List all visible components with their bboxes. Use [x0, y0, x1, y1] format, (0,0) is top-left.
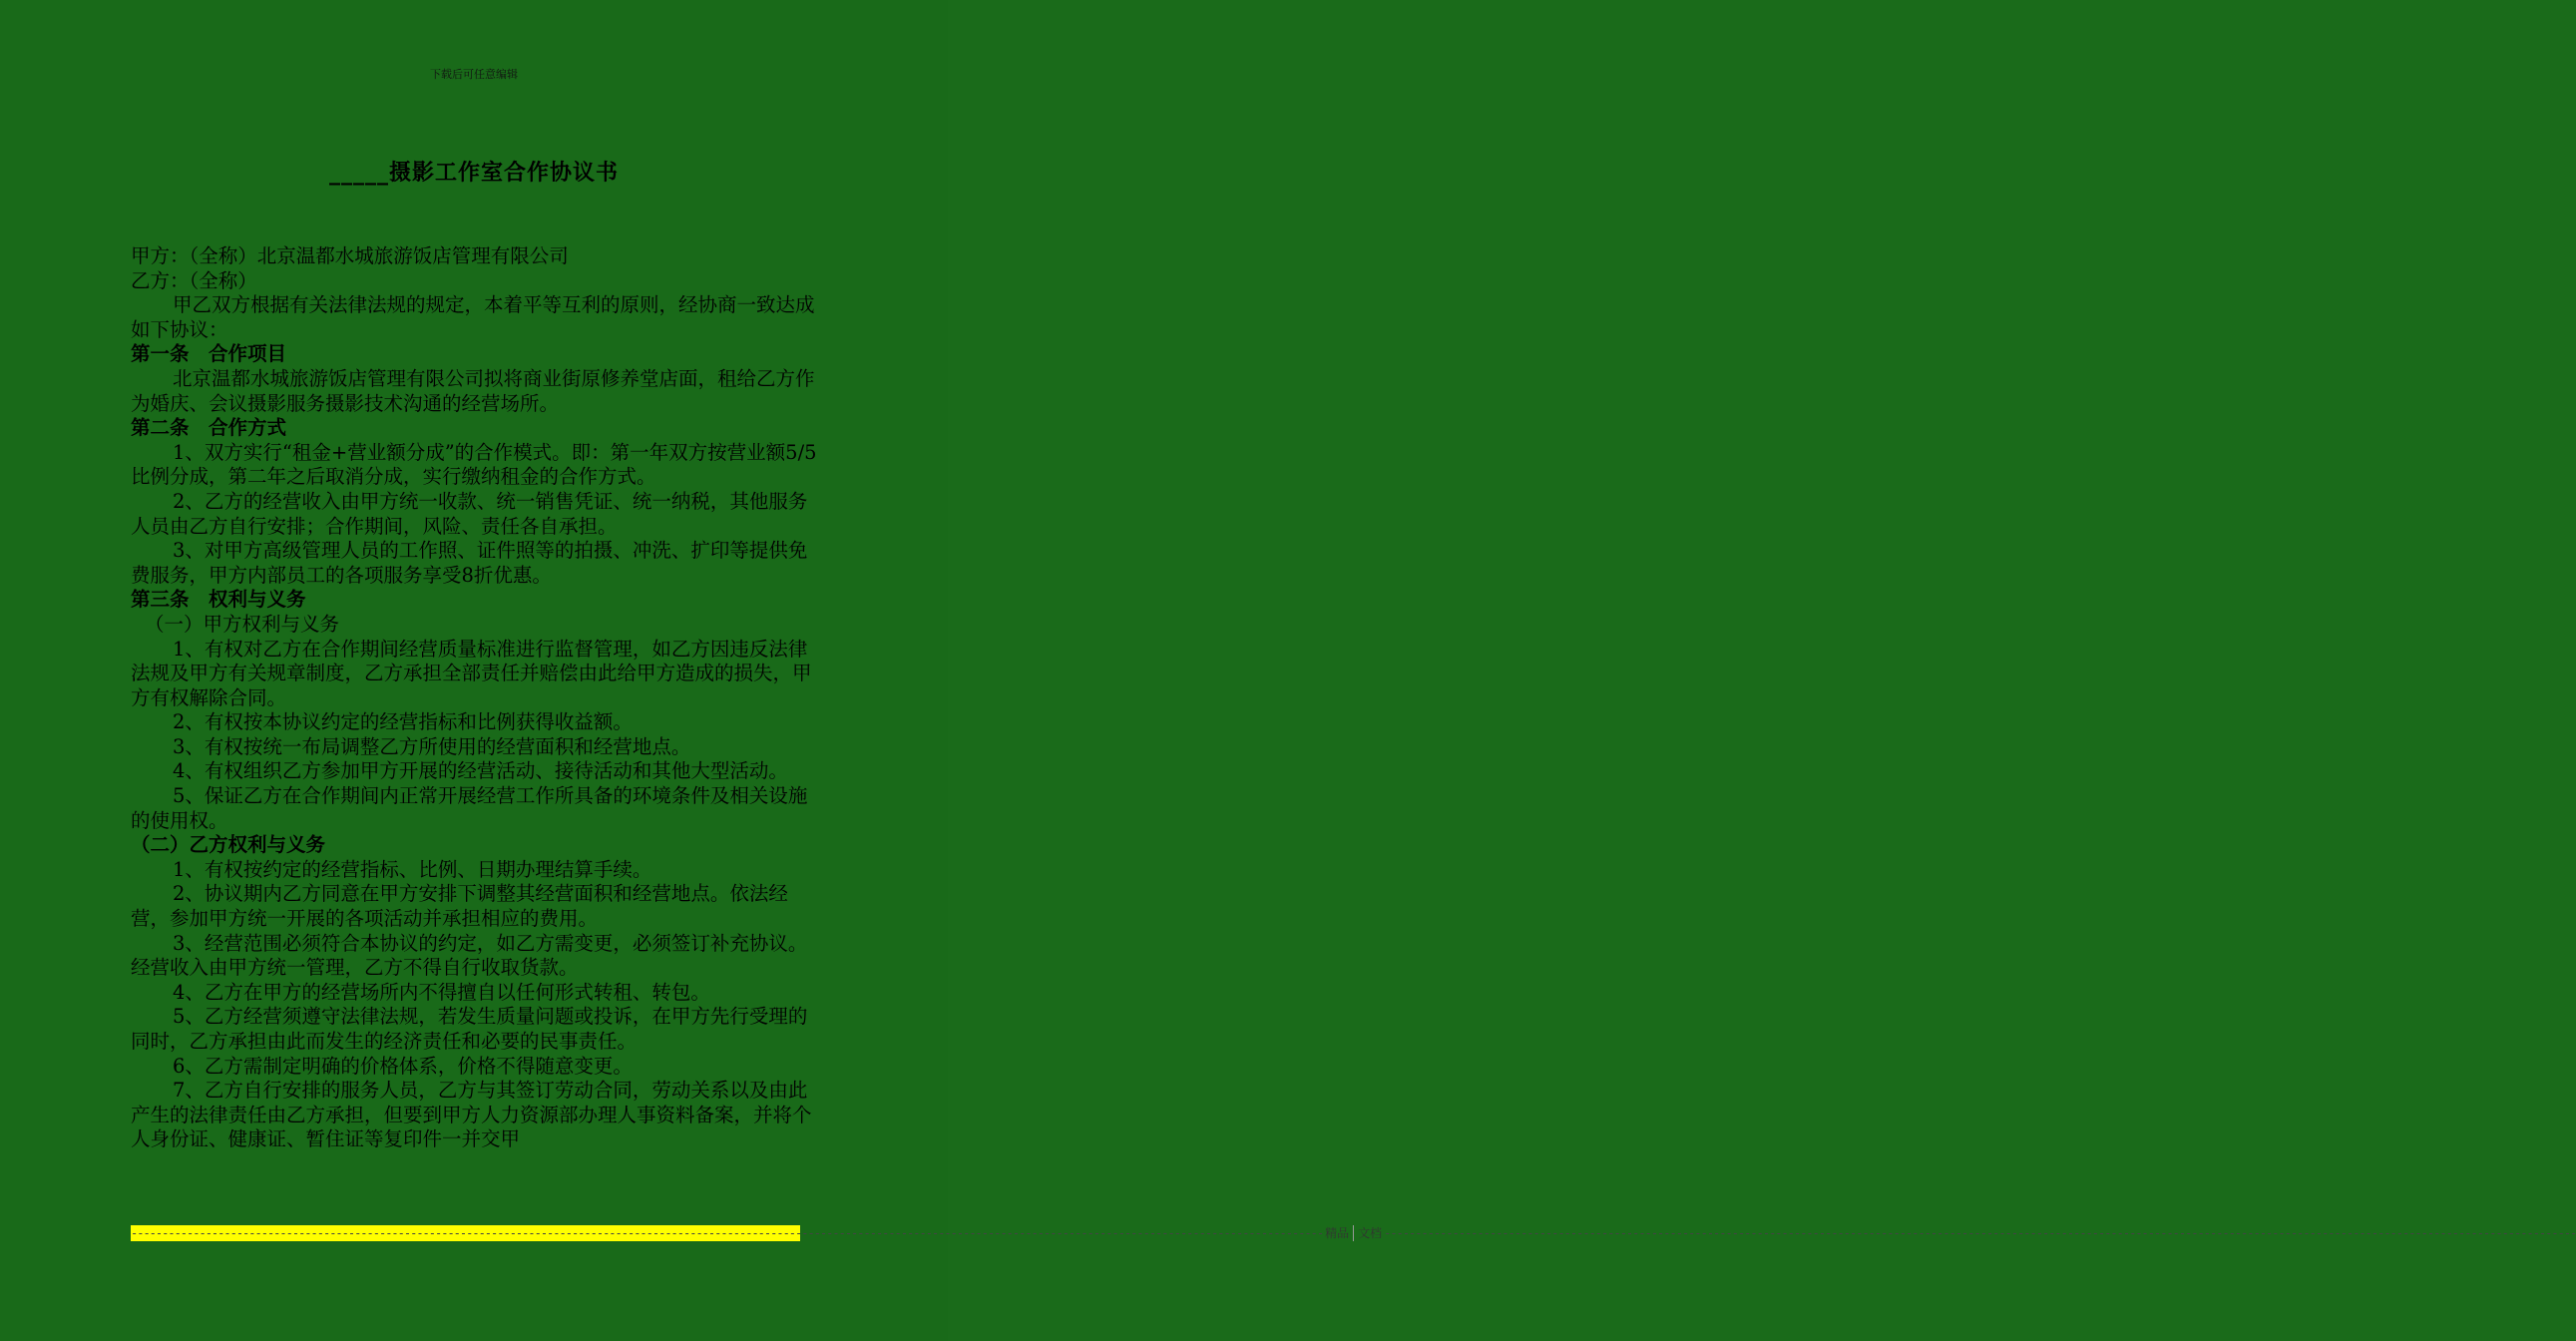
section-heading: 第三条 权利与义务 — [131, 588, 306, 612]
section-heading: 第二条 合作方式 — [131, 416, 287, 440]
paragraph: 4、乙方在甲方的经营场所内不得擅自以任何形式转租、转包。 — [173, 980, 710, 1004]
footer-dashes-left: ------------------------------------------------------------------------------------------------------------------------------------------------------------------------------------------------ — [131, 1226, 1324, 1240]
paragraph: 北京温都水城旅游饭店管理有限公司拟将商业街原修养堂店面，租给乙方作为婚庆、会议摄影服务摄影技术沟通的经营场所。 — [131, 366, 815, 415]
paragraph: 乙方：（全称） — [131, 268, 257, 292]
paragraph: 3、有权按统一布局调整乙方所使用的经营面积和经营地点。 — [173, 734, 691, 758]
section-heading: （二）乙方权利与义务 — [131, 833, 326, 857]
paragraph: 7、乙方自行安排的服务人员，乙方与其签订劳动合同，劳动关系以及由此产生的法律责任由乙方承担，但要到甲方人力资源部办理人事资料备案，并将个人身份证、健康证、暂住证等复印件一并交甲 — [131, 1079, 812, 1151]
paragraph: 1、有权按约定的经营指标、比例、日期办理结算手续。 — [173, 857, 652, 881]
paragraph: 1、有权对乙方在合作期间经营质量标准进行监督管理，如乙方因违反法律法规及甲方有关规章制度，乙方承担全部责任并赔偿由此给甲方造成的损失，甲方有权解除合同。 — [131, 637, 812, 709]
paragraph: 2、乙方的经营收入由甲方统一收款、统一销售凭证、统一纳税，其他服务人员由乙方自行安排；合作期间，风险、责任各自承担。 — [131, 489, 808, 538]
paragraph: 5、乙方经营须遵守法律法规，若发生质量问题或投诉，在甲方先行受理的同时，乙方承担由此而发生的经济责任和必要的民事责任。 — [131, 1005, 808, 1053]
paragraph: 3、经营范围必须符合本协议的约定，如乙方需变更，必须签订补充协议。经营收入由甲方统一管理，乙方不得自行收取货款。 — [131, 931, 808, 980]
paragraph: 甲乙双方根据有关法律法规的规定，本着平等互利的原则，经协商一致达成如下协议： — [131, 293, 815, 341]
paragraph: 1、双方实行“租金+营业额分成”的合作模式。即：第一年双方按营业额5/5比例分成，第二年之后取消分成，实行缴纳租金的合作方式。 — [131, 440, 817, 489]
header-note: 下载后可任意编辑 — [430, 68, 518, 81]
document-title: _____摄影工作室合作协议书 — [328, 160, 619, 186]
section-heading: 第一条 合作项目 — [131, 342, 287, 366]
paragraph: 6、乙方需制定明确的价格体系，价格不得随意变更。 — [173, 1054, 633, 1078]
footer-label-right: 文档 — [1358, 1226, 1383, 1240]
paragraph: （一）甲方权利与义务 — [145, 612, 340, 636]
paragraph: 5、保证乙方在合作期间内正常开展经营工作所具备的环境条件及相关设施的使用权。 — [131, 784, 808, 832]
paragraph: 3、对甲方高级管理人员的工作照、证件照等的拍摄、冲洗、扩印等提供免费服务，甲方内部员工的各项服务享受8折优惠。 — [131, 539, 808, 587]
footer-bar — [131, 1225, 2576, 1241]
paragraph: 4、有权组织乙方参加甲方开展的经营活动、接待活动和其他大型活动。 — [173, 759, 788, 783]
footer-label-left: 精品 — [1325, 1226, 1350, 1240]
footer-separator — [1353, 1225, 1354, 1241]
paragraph: 甲方：（全称）北京温都水城旅游饭店管理有限公司 — [131, 244, 569, 267]
paragraph: 2、有权按本协议约定的经营指标和比例获得收益额。 — [173, 710, 633, 734]
footer-dashes-right: ------------------------------------------------------------------------------------------------------------------------------------------------------------------------------------------------ — [1384, 1226, 2576, 1240]
document-body — [131, 244, 819, 1152]
paragraph: 2、协议期内乙方同意在甲方安排下调整其经营面积和经营地点。依法经营，参加甲方统一开展的各项活动并承担相应的费用。 — [131, 882, 788, 931]
